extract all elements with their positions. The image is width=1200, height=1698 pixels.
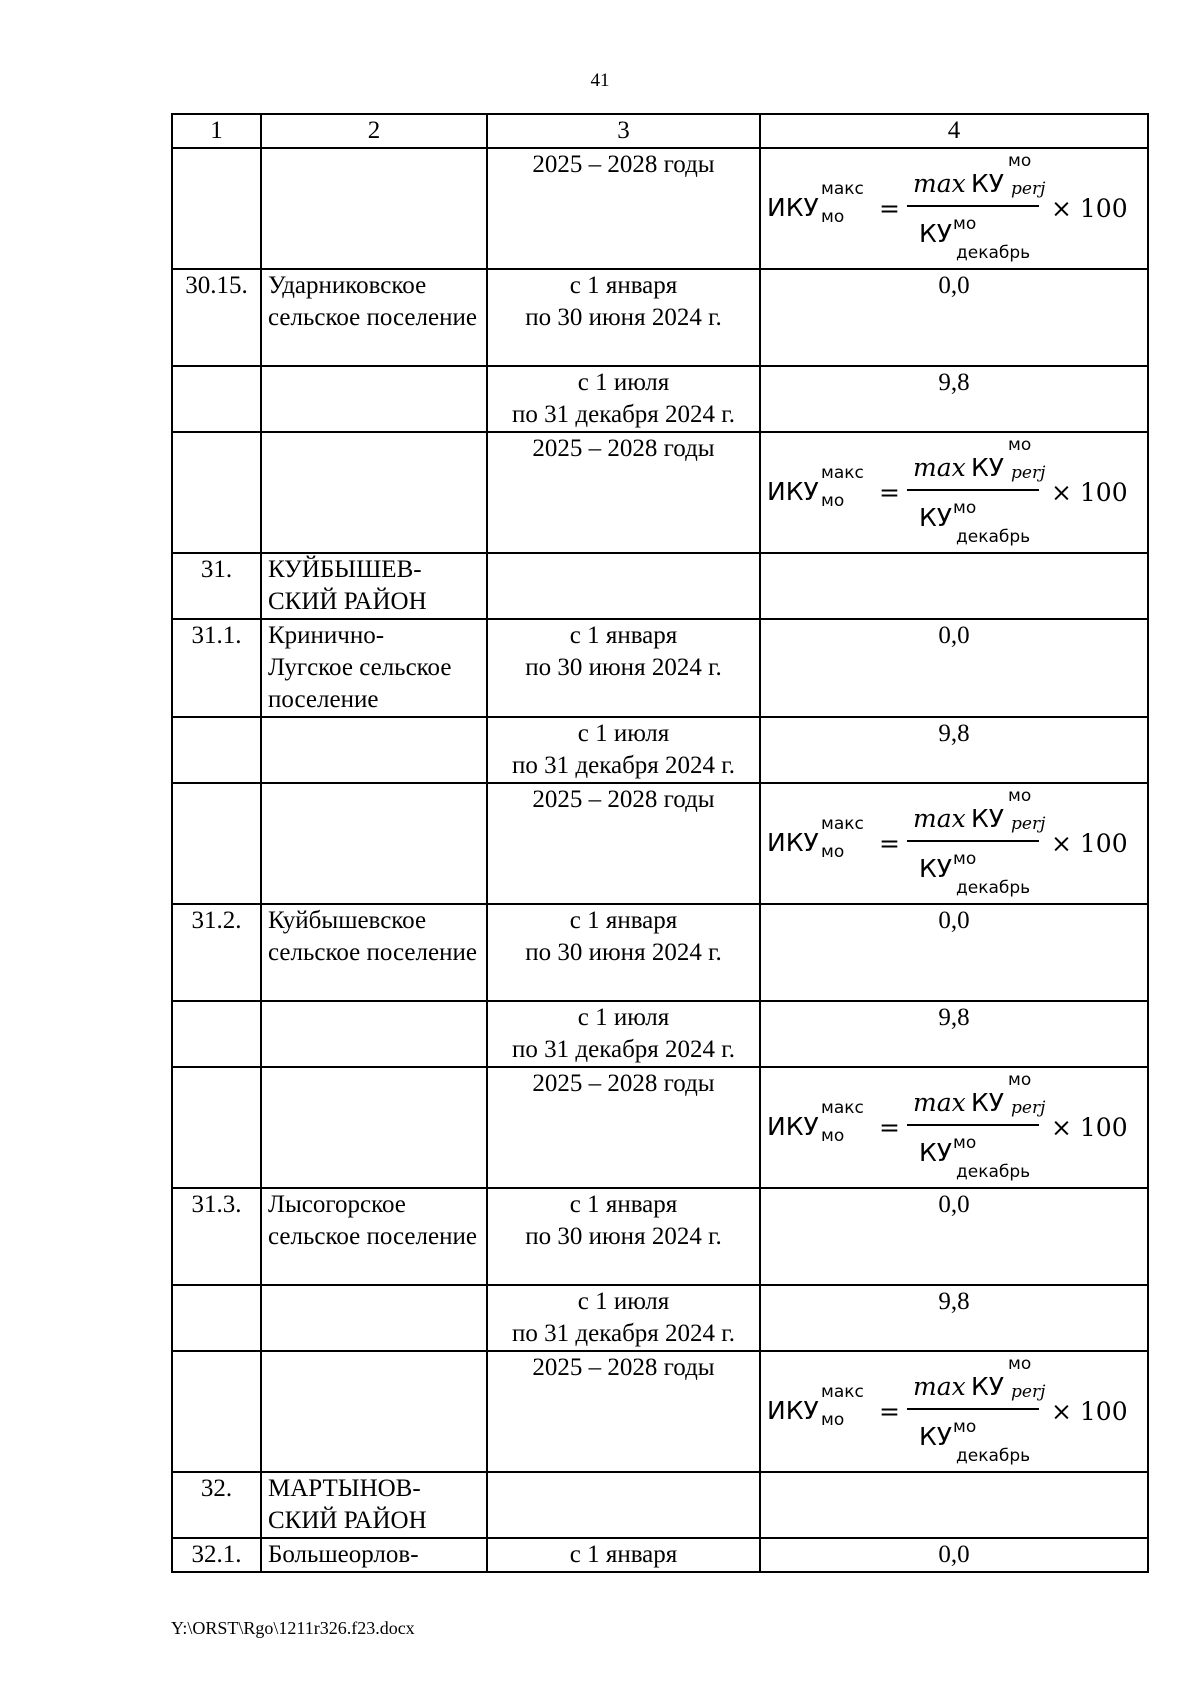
formula-multiplier: × 100 [1051, 194, 1128, 223]
header-col-3: 3 [487, 114, 760, 148]
territory-name [261, 148, 487, 269]
period: 2025 – 2028 годы [487, 148, 760, 269]
formula-denominator-sup: мо [953, 498, 977, 518]
formula-lhs: ИКУ [767, 1396, 819, 1425]
period: с 1 июля по 31 декабря 2024 г. [487, 366, 760, 432]
territory-name: МАРТЫНОВ- СКИЙ РАЙОН [261, 1472, 487, 1538]
row-number [172, 432, 261, 553]
formula-numerator: КУ [971, 169, 1004, 198]
formula-fraction-bar [907, 1124, 1039, 1126]
period: с 1 июля по 31 декабря 2024 г. [487, 1001, 760, 1067]
formula-fraction-bar [907, 1408, 1039, 1410]
table-row [172, 1285, 1148, 1351]
period: с 1 января по 30 июня 2024 г. [487, 619, 760, 717]
row-number: 31. [172, 553, 261, 619]
index-formula [761, 149, 1147, 268]
formula-numerator-sup: мо [1008, 1354, 1032, 1374]
formula-numerator: КУ [971, 1372, 1004, 1401]
territory-name [261, 1351, 487, 1472]
formula-max: max [913, 169, 966, 198]
table-row [172, 783, 1148, 904]
formula-cell [760, 148, 1148, 269]
row-number: 30.15. [172, 269, 261, 366]
formula-denominator-sup: мо [953, 1133, 977, 1153]
table-row [172, 619, 1148, 717]
row-number [172, 717, 261, 783]
formula-lhs-sup: макс [821, 1382, 864, 1402]
formula-numerator-sub: perj [1011, 179, 1046, 199]
territory-name: Ударниковское сельское поселение [261, 269, 487, 366]
formula-multiplier: × 100 [1051, 829, 1128, 858]
table-row [172, 269, 1148, 366]
formula-equals: = [879, 194, 900, 223]
territory-name: Куйбышевское сельское поселение [261, 904, 487, 1001]
formula-denominator-sup: мо [953, 849, 977, 869]
period: 2025 – 2028 годы [487, 1351, 760, 1472]
table-row [172, 904, 1148, 1001]
formula-lhs-sup: макс [821, 814, 864, 834]
period: с 1 января [487, 1538, 760, 1572]
index-value: 0,0 [760, 1538, 1148, 1572]
formula-cell [760, 432, 1148, 553]
row-number [172, 1001, 261, 1067]
index-value: 0,0 [760, 619, 1148, 717]
index-value: 0,0 [760, 904, 1148, 1001]
formula-numerator: КУ [971, 804, 1004, 833]
formula-numerator-sup: мо [1008, 151, 1032, 171]
period: с 1 января по 30 июня 2024 г. [487, 904, 760, 1001]
formula-denominator-sup: мо [953, 1417, 977, 1437]
formula-multiplier: × 100 [1051, 1113, 1128, 1142]
table-row [172, 1538, 1148, 1572]
period: 2025 – 2028 годы [487, 1067, 760, 1188]
formula-equals: = [879, 1113, 900, 1142]
formula-fraction-bar [907, 205, 1039, 207]
period [487, 553, 760, 619]
formula-lhs: ИКУ [767, 477, 819, 506]
formula-fraction-bar [907, 840, 1039, 842]
index-value [760, 553, 1148, 619]
formula-multiplier: × 100 [1051, 1397, 1128, 1426]
index-value: 0,0 [760, 1188, 1148, 1285]
header-col-4: 4 [760, 114, 1148, 148]
formula-numerator-sup: мо [1008, 786, 1032, 806]
tariff-table [171, 113, 1149, 1573]
row-number: 31.1. [172, 619, 261, 717]
formula-denominator-sub: декабрь [956, 243, 1031, 263]
table-row [172, 148, 1148, 269]
formula-denominator-sup: мо [953, 214, 977, 234]
table-row [172, 1067, 1148, 1188]
formula-max: max [913, 1372, 966, 1401]
formula-lhs: ИКУ [767, 193, 819, 222]
territory-name: Лысогорское сельское поселение [261, 1188, 487, 1285]
formula-cell [760, 1067, 1148, 1188]
row-number: 32.1. [172, 1538, 261, 1572]
index-value: 9,8 [760, 717, 1148, 783]
formula-equals: = [879, 1397, 900, 1426]
index-value: 9,8 [760, 366, 1148, 432]
formula-lhs: ИКУ [767, 1112, 819, 1141]
formula-lhs-sup: макс [821, 179, 864, 199]
header-col-2: 2 [261, 114, 487, 148]
period [487, 1472, 760, 1538]
index-formula [761, 1352, 1147, 1471]
row-number: 31.3. [172, 1188, 261, 1285]
territory-name [261, 1067, 487, 1188]
territory-name: КУЙБЫШЕВ- СКИЙ РАЙОН [261, 553, 487, 619]
territory-name [261, 366, 487, 432]
file-path-footer: Y:\ORST\Rgo\1211r326.f23.docx [171, 1618, 415, 1638]
table-row [172, 1188, 1148, 1285]
territory-name [261, 1001, 487, 1067]
row-number: 32. [172, 1472, 261, 1538]
index-formula [761, 433, 1147, 552]
formula-denominator-sub: декабрь [956, 1446, 1031, 1466]
index-formula [761, 1068, 1147, 1187]
formula-lhs-sup: макс [821, 463, 864, 483]
territory-name: Большеорлов- [261, 1538, 487, 1572]
row-number: 31.2. [172, 904, 261, 1001]
formula-lhs-sub: мо [821, 491, 845, 511]
header-col-1: 1 [172, 114, 261, 148]
table-row [172, 432, 1148, 553]
formula-denominator-sub: декабрь [956, 878, 1031, 898]
formula-lhs-sub: мо [821, 1126, 845, 1146]
period: с 1 января по 30 июня 2024 г. [487, 1188, 760, 1285]
row-number [172, 1285, 261, 1351]
formula-denominator: КУ [919, 219, 952, 248]
territory-name [261, 1285, 487, 1351]
table-row [172, 366, 1148, 432]
row-number [172, 1351, 261, 1472]
formula-max: max [913, 804, 966, 833]
formula-numerator-sub: perj [1011, 463, 1046, 483]
row-number [172, 366, 261, 432]
header-row [172, 114, 1148, 148]
formula-lhs-sub: мо [821, 207, 845, 227]
formula-numerator-sub: perj [1011, 814, 1046, 834]
formula-numerator-sub: perj [1011, 1382, 1046, 1402]
index-value: 0,0 [760, 269, 1148, 366]
formula-numerator-sup: мо [1008, 435, 1032, 455]
row-number [172, 1067, 261, 1188]
index-value: 9,8 [760, 1285, 1148, 1351]
formula-fraction-bar [907, 489, 1039, 491]
formula-numerator-sup: мо [1008, 1070, 1032, 1090]
formula-denominator: КУ [919, 503, 952, 532]
formula-lhs-sup: макс [821, 1098, 864, 1118]
period: с 1 июля по 31 декабря 2024 г. [487, 1285, 760, 1351]
formula-equals: = [879, 829, 900, 858]
formula-equals: = [879, 478, 900, 507]
formula-denominator: КУ [919, 1422, 952, 1451]
formula-max: max [913, 453, 966, 482]
formula-lhs-sub: мо [821, 842, 845, 862]
index-value [760, 1472, 1148, 1538]
formula-denominator: КУ [919, 854, 952, 883]
page-number: 41 [590, 70, 610, 91]
formula-multiplier: × 100 [1051, 478, 1128, 507]
table-row [172, 1001, 1148, 1067]
row-number [172, 783, 261, 904]
index-formula [761, 784, 1147, 903]
table-row [172, 1472, 1148, 1538]
period: 2025 – 2028 годы [487, 432, 760, 553]
table-row [172, 553, 1148, 619]
table-row [172, 1351, 1148, 1472]
formula-denominator-sub: декабрь [956, 527, 1031, 547]
territory-name [261, 432, 487, 553]
formula-denominator: КУ [919, 1138, 952, 1167]
period: 2025 – 2028 годы [487, 783, 760, 904]
formula-max: max [913, 1088, 966, 1117]
formula-numerator-sub: perj [1011, 1098, 1046, 1118]
territory-name: Кринично- Лугское сельское поселение [261, 619, 487, 717]
formula-cell [760, 783, 1148, 904]
territory-name [261, 783, 487, 904]
formula-denominator-sub: декабрь [956, 1162, 1031, 1182]
formula-numerator: КУ [971, 1088, 1004, 1117]
formula-numerator: КУ [971, 453, 1004, 482]
formula-lhs: ИКУ [767, 828, 819, 857]
table-row [172, 717, 1148, 783]
period: с 1 января по 30 июня 2024 г. [487, 269, 760, 366]
territory-name [261, 717, 487, 783]
formula-cell [760, 1351, 1148, 1472]
period: с 1 июля по 31 декабря 2024 г. [487, 717, 760, 783]
formula-lhs-sub: мо [821, 1410, 845, 1430]
row-number [172, 148, 261, 269]
index-value: 9,8 [760, 1001, 1148, 1067]
